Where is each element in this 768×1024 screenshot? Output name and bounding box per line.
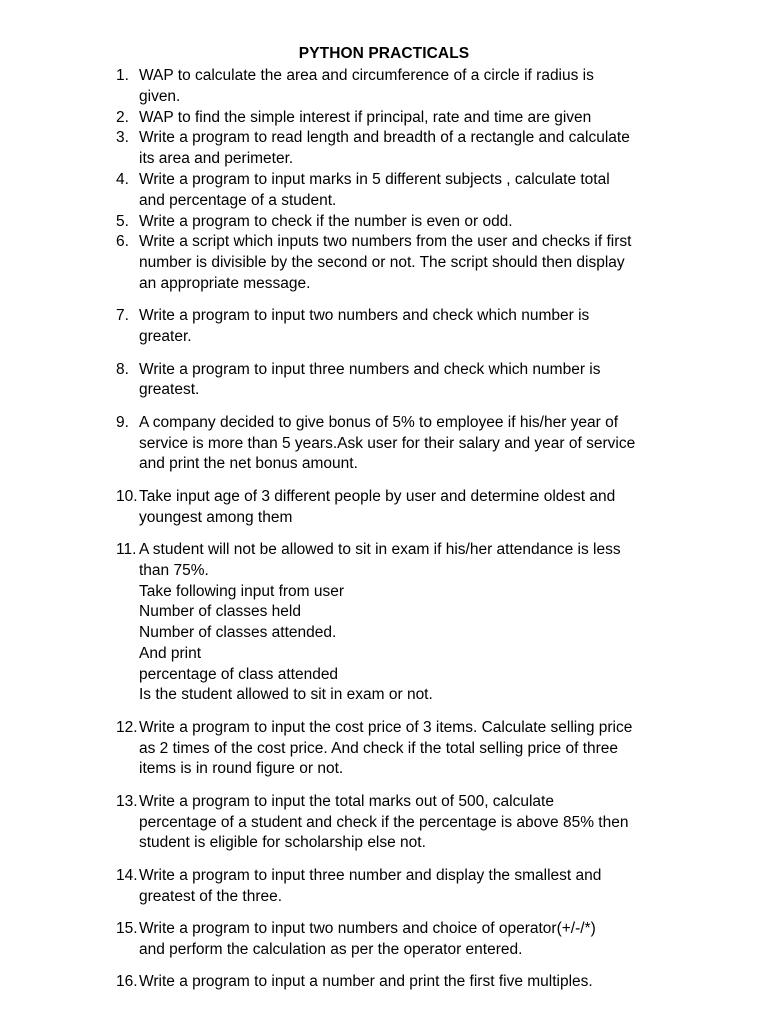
list-item-text-line: A company decided to give bonus of 5% to employee if his/her year of (139, 413, 619, 431)
list-item-text-line: and print the net bonus amount. (139, 455, 358, 473)
list-item-text-line: youngest among them (139, 508, 293, 526)
list-item-text-line: percentage of a student and check if the percentage is above 85% then (139, 813, 629, 831)
list-item-text-line: Is the student allowed to sit in exam or not. (139, 686, 433, 704)
list-item-text-line: percentage of class attended (139, 665, 339, 683)
list-item-number: 2. (116, 108, 129, 126)
list-item-number: 13. (116, 792, 138, 810)
list-item-text-line: greater. (139, 328, 192, 346)
list-item-text-line: Write a program to input three number and display the smallest and (139, 866, 602, 884)
practicals-list (0, 66, 768, 993)
list-item-text-line: Take following input from user (139, 582, 345, 600)
list-item (0, 108, 687, 129)
list-item (0, 919, 687, 961)
list-item-number: 3. (116, 129, 129, 147)
list-item-number: 16. (116, 973, 138, 991)
list-item-text-line: items is in round figure or not. (139, 760, 344, 778)
list-item-text-line: WAP to find the simple interest if principal, rate and time are given (139, 108, 592, 126)
list-item-number: 5. (116, 212, 129, 230)
list-item-number: 11. (116, 540, 137, 558)
list-item-text-line: greatest. (139, 381, 200, 399)
list-item-number: 4. (116, 170, 129, 188)
list-item (0, 306, 687, 348)
list-item-text-line: and percentage of a student. (139, 191, 337, 209)
list-item-number: 9. (116, 413, 129, 431)
list-item-text-line: Write a program to check if the number is even or odd. (139, 212, 513, 230)
list-item-text-line: Write a program to input three numbers and check which number is (139, 360, 601, 378)
list-item-number: 8. (116, 360, 129, 378)
list-item-text-line: Write a script which inputs two numbers from the user and checks if first (139, 233, 632, 251)
list-item-text-line: number is divisible by the second or not. The script should then display (139, 254, 625, 272)
list-item-number: 12. (116, 718, 138, 736)
list-item-text-line: than 75%. (139, 561, 209, 579)
list-item (0, 413, 687, 475)
list-item-text-line: Take input age of 3 different people by user and determine oldest and (139, 487, 616, 505)
list-item (0, 212, 687, 233)
list-item-text-line: Write a program to input two numbers and check which number is (139, 307, 590, 325)
list-item-text-line: Write a program to input the cost price of 3 items. Calculate selling price (139, 718, 633, 736)
list-item-text-line: and perform the calculation as per the operator entered. (139, 940, 523, 958)
list-item-text-line: greatest of the three. (139, 887, 283, 905)
list-item-number: 6. (116, 233, 129, 251)
list-item-number: 14. (116, 866, 138, 884)
list-item-text-line: given. (139, 87, 181, 105)
list-item-text-line: Write a program to input a number and print the first five multiples. (139, 973, 593, 991)
list-item (0, 718, 687, 780)
list-item-text-line: A student will not be allowed to sit in exam if his/her attendance is less (139, 540, 621, 558)
document-title: PYTHON PRACTICALS (298, 45, 470, 62)
list-item-text-line: student is eligible for scholarship else not. (139, 834, 426, 852)
list-item (0, 792, 687, 854)
list-item-text-line: Write a program to input two numbers and choice of operator(+/-/*) (139, 920, 596, 938)
list-item (0, 866, 687, 908)
list-item (0, 66, 687, 108)
list-item-text-line: service is more than 5 years.Ask user for their salary and year of service (139, 434, 636, 452)
list-item-text-line: WAP to calculate the area and circumference of a circle if radius is (139, 67, 594, 84)
list-item (0, 128, 687, 170)
list-item-text-line: an appropriate message. (139, 274, 311, 292)
list-item (0, 972, 687, 993)
list-item-number: 15. (116, 920, 138, 938)
list-item (0, 360, 687, 402)
list-item (0, 487, 687, 529)
list-item-text-line: And print (139, 644, 202, 662)
list-item-text-line: Write a program to input the total marks out of 500, calculate (139, 792, 554, 810)
list-item-text-line: Number of classes attended. (139, 624, 337, 642)
list-item (0, 540, 687, 706)
list-item-text-line: its area and perimeter. (139, 150, 294, 168)
list-item (0, 170, 687, 212)
list-item-number: 1. (116, 67, 129, 84)
list-item-text-line: as 2 times of the cost price. And check if the total selling price of three (139, 739, 619, 757)
list-item-number: 10. (116, 487, 138, 505)
list-item-text-line: Write a program to read length and breadth of a rectangle and calculate (139, 129, 630, 147)
list-item-text-line: Number of classes held (139, 603, 301, 621)
list-item-number: 7. (116, 307, 129, 325)
list-item-text-line: Write a program to input marks in 5 different subjects , calculate total (139, 170, 610, 188)
list-item (0, 232, 687, 294)
